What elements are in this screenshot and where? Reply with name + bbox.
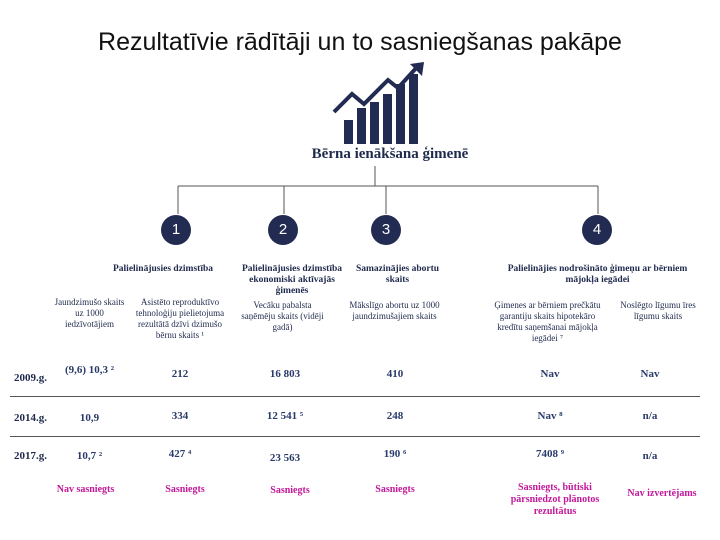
- table-cell: 23 563: [269, 452, 301, 464]
- group-heading-2: Palielinājusies dzimstība ekonomiski aktīvajās ģimenēs: [241, 264, 343, 296]
- table-cell: 190 ⁶: [383, 448, 407, 460]
- badge-2: 2: [268, 215, 298, 245]
- year-2009: 2009.g.: [14, 372, 47, 384]
- column-header-4: Mākslīgo abortu uz 1000 jaundzimušajiem skaits: [349, 300, 440, 321]
- status-badge: Sasniegts: [375, 484, 415, 495]
- table-cell: Nav ⁸: [537, 410, 563, 422]
- page-title: Rezultatīvie rādītāji un to sasniegšanas pakāpe: [98, 28, 622, 56]
- column-header-5: Ģimenes ar bērniem prečkātu garantiju skaits hipotekāro kredītu saņemšanai mājokļa iegādei ⁷: [494, 300, 601, 343]
- column-header-1: Jaundzimušo skaits uz 1000 iedzīvotājiem: [54, 297, 125, 329]
- table-cell: 410: [386, 368, 404, 380]
- row-separator: [10, 436, 700, 437]
- status-badge: Nav sasniegts: [56, 484, 115, 495]
- table-cell: 10,7 ²: [76, 450, 103, 462]
- table-cell: n/a: [642, 450, 658, 462]
- table-cell: n/a: [642, 410, 658, 422]
- status-badge: Nav izvertējams: [627, 488, 697, 499]
- year-2017: 2017.g.: [14, 450, 47, 462]
- badge-1: 1: [161, 215, 191, 245]
- badge-4: 4: [582, 215, 612, 245]
- group-heading-1: Palielinājusies dzimstība: [112, 264, 214, 274]
- column-header-2: Asistēto reproduktīvo tehnoloģiju pielietojuma rezultātā dzīvi dzimušo bērnu skaits ¹: [135, 297, 225, 340]
- table-cell: Nav: [540, 368, 560, 380]
- table-cell: 12 541 ⁵: [266, 410, 304, 422]
- group-heading-3: Samazinājies abortu skaits: [355, 264, 440, 285]
- group-heading-4: Palielinājies nodrošināto ģimeņu ar bērniem mājokļa iegādei: [507, 264, 688, 285]
- column-header-6: Noslēgto līgumu īres līgumu skaits: [620, 300, 696, 321]
- year-2014: 2014.g.: [14, 412, 47, 424]
- table-cell: 427 ⁴: [168, 448, 192, 460]
- table-cell: 16 803: [269, 368, 301, 380]
- table-cell: 248: [386, 410, 404, 422]
- table-cell: 334: [171, 410, 189, 422]
- row-separator: [10, 396, 700, 397]
- badge-3: 3: [371, 215, 401, 245]
- table-cell: 10,9: [79, 412, 100, 424]
- column-header-3: Vecāku pabalsta saņēmēju skaits (vidēji gadā): [241, 300, 324, 332]
- table-cell: 7408 ⁹: [535, 448, 565, 460]
- diagram-subtitle: Bērna ienākšana ģimenē: [311, 146, 469, 162]
- status-badge: Sasniegts, būtiski pārsniedzot plānotos rezultātus: [510, 482, 600, 517]
- table-cell: Nav: [640, 368, 660, 380]
- status-badge: Sasniegts: [165, 484, 205, 495]
- table-cell: 212: [171, 368, 189, 380]
- status-badge: Sasniegts: [270, 485, 310, 496]
- table-cell: (9,6) 10,3 ²: [64, 364, 115, 376]
